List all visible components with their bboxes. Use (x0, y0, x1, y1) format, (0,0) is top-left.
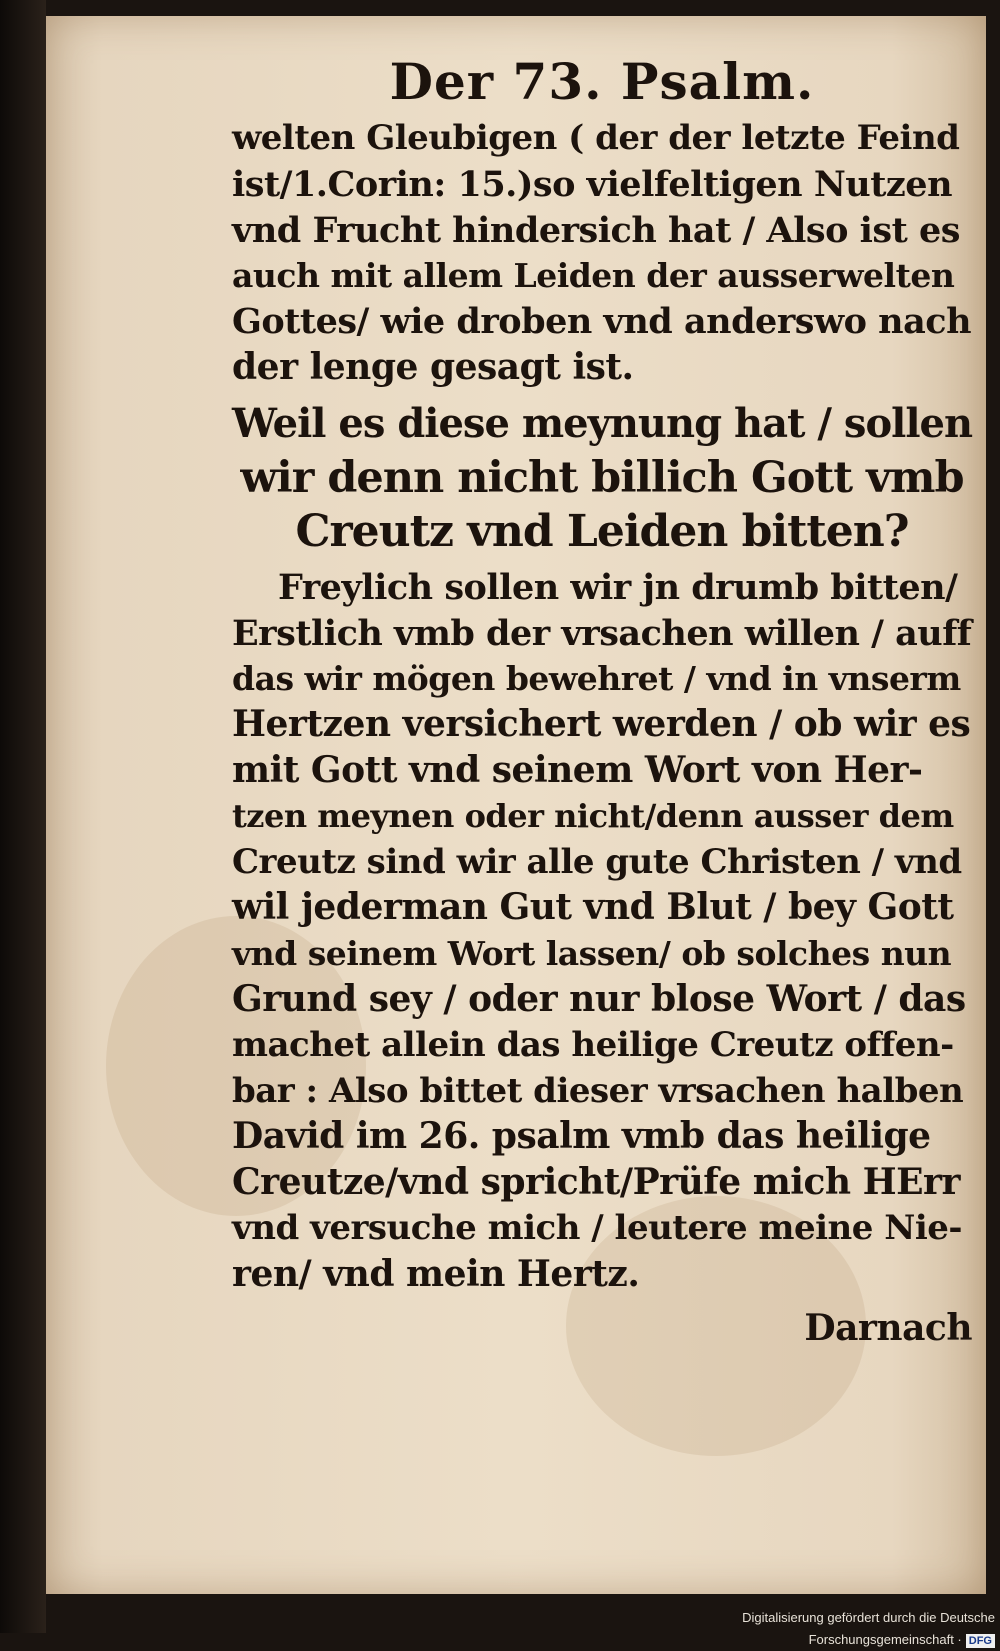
text-line: Grund sey / oder nur blose Wort / das (232, 977, 966, 1020)
text-line: Freylich sollen wir jn drumb bitten/ (278, 566, 958, 608)
page-text (232, 52, 972, 1351)
text-line: auch mit allem Leiden der ausserwelten (232, 256, 955, 296)
dfg-logo: DFG (966, 1634, 995, 1648)
paragraph-1 (232, 116, 972, 391)
text-line: vnd versuche mich / leutere meine Nie- (232, 1207, 962, 1248)
text-line: Creutze/vnd spricht/Prüfe mich HErr (232, 1161, 960, 1204)
text-line: wil jederman Gut vnd Blut / bey Gott (232, 886, 954, 929)
catchword: Darnach (804, 1306, 972, 1349)
text-line: ist/1.Corin: 15.)so vielfeltigen Nutzen (232, 163, 953, 205)
text-line: tzen meynen oder nicht/denn ausser dem (232, 796, 954, 835)
text-line: mit Gott vnd seinem Wort von Her- (232, 748, 923, 791)
text-line: vnd seinem Wort lassen/ ob solches nun (232, 934, 952, 974)
paragraph-2 (232, 565, 972, 1298)
question-heading (232, 397, 972, 559)
page-heading: Der 73. Psalm. (389, 52, 815, 111)
text-line: David im 26. psalm vmb das heilige (232, 1115, 931, 1158)
text-line: das wir mögen bewehret / vnd in vnserm (232, 659, 961, 699)
question-line: wir denn nicht billich Gott vmb (240, 452, 964, 503)
footer-text: Digitalisierung gefördert durch die Deutsche Forschungsgemeinschaft · (742, 1610, 995, 1647)
text-line: bar : Also bittet dieser vrsachen halben (232, 1070, 964, 1111)
question-line: Creutz vnd Leiden bitten? (295, 505, 909, 557)
text-line: der lenge gesagt ist. (232, 345, 634, 388)
text-line: machet allein das heilige Creutz offen- (232, 1024, 954, 1065)
text-line: welten Gleubigen ( der der letzte Feind (232, 118, 960, 158)
book-spine (0, 0, 46, 1633)
text-line: ren/ vnd mein Hertz. (232, 1252, 640, 1295)
text-line: vnd Frucht hindersich hat / Also ist es (232, 209, 960, 251)
text-line: Erstlich vmb der vrsachen willen / auff (232, 612, 972, 654)
text-line: Gottes/ wie droben vnd anderswo nach (232, 301, 972, 343)
digitization-footer (600, 1607, 995, 1647)
text-line: Creutz sind wir alle gute Christen / vnd (232, 841, 962, 882)
question-line: Weil es diese meynung hat / sollen (232, 399, 973, 447)
text-line: Hertzen versichert werden / ob wir es (232, 703, 971, 746)
